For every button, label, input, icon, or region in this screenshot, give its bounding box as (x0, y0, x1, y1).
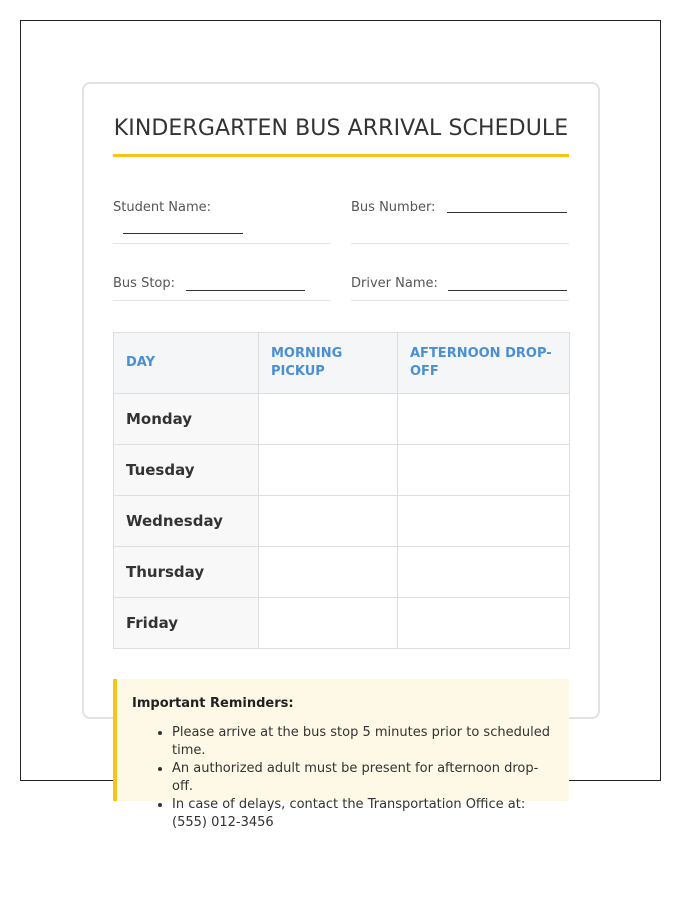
afternoon-dropoff-cell[interactable] (398, 598, 570, 649)
reminders-box (113, 679, 569, 830)
table-row (114, 445, 570, 496)
bus-number-label: Bus Number: (351, 200, 436, 215)
header-day: DAY (114, 333, 259, 394)
bus-number-divider (351, 243, 569, 244)
driver-name-blank[interactable] (448, 290, 567, 291)
day-cell: Thursday (114, 547, 259, 598)
student-name-label: Student Name: (113, 200, 212, 215)
document-title: KINDERGARTEN BUS ARRIVAL SCHEDULE (113, 116, 569, 141)
afternoon-dropoff-cell[interactable] (398, 496, 570, 547)
list-item: • Please arrive at the bus stop 5 minutes prior to scheduled time. (172, 724, 555, 760)
morning-pickup-cell[interactable] (259, 598, 398, 649)
reminders-title: Important Reminders: (132, 696, 294, 711)
bus-stop-blank[interactable] (186, 290, 305, 291)
table-row (114, 496, 570, 547)
list-item: • An authorized adult must be present for afternoon drop-off. (172, 760, 555, 796)
driver-name-label: Driver Name: (351, 276, 438, 291)
table-row (114, 394, 570, 445)
reminders-list (132, 724, 555, 832)
afternoon-dropoff-cell[interactable] (398, 547, 570, 598)
bus-number-blank[interactable] (447, 212, 567, 213)
header-afternoon-dropoff: AFTERNOON DROP-OFF (398, 333, 570, 394)
bus-stop-divider (113, 300, 331, 301)
morning-pickup-cell[interactable] (259, 394, 398, 445)
day-cell: Monday (114, 394, 259, 445)
student-name-divider (113, 243, 331, 244)
header-morning-pickup: MORNING PICKUP (259, 333, 398, 394)
driver-name-divider (351, 300, 569, 301)
student-name-blank[interactable] (123, 233, 243, 234)
day-cell: Wednesday (114, 496, 259, 547)
afternoon-dropoff-cell[interactable] (398, 445, 570, 496)
day-cell: Friday (114, 598, 259, 649)
morning-pickup-cell[interactable] (259, 496, 398, 547)
schedule-table (113, 332, 570, 649)
day-cell: Tuesday (114, 445, 259, 496)
table-header-row (114, 333, 570, 394)
morning-pickup-cell[interactable] (259, 445, 398, 496)
table-row (114, 547, 570, 598)
list-item: • In case of delays, contact the Transportation Office at: (555) 012-3456 (172, 796, 555, 832)
table-row (114, 598, 570, 649)
afternoon-dropoff-cell[interactable] (398, 394, 570, 445)
title-underline (113, 154, 569, 157)
morning-pickup-cell[interactable] (259, 547, 398, 598)
bus-stop-label: Bus Stop: (113, 276, 175, 291)
